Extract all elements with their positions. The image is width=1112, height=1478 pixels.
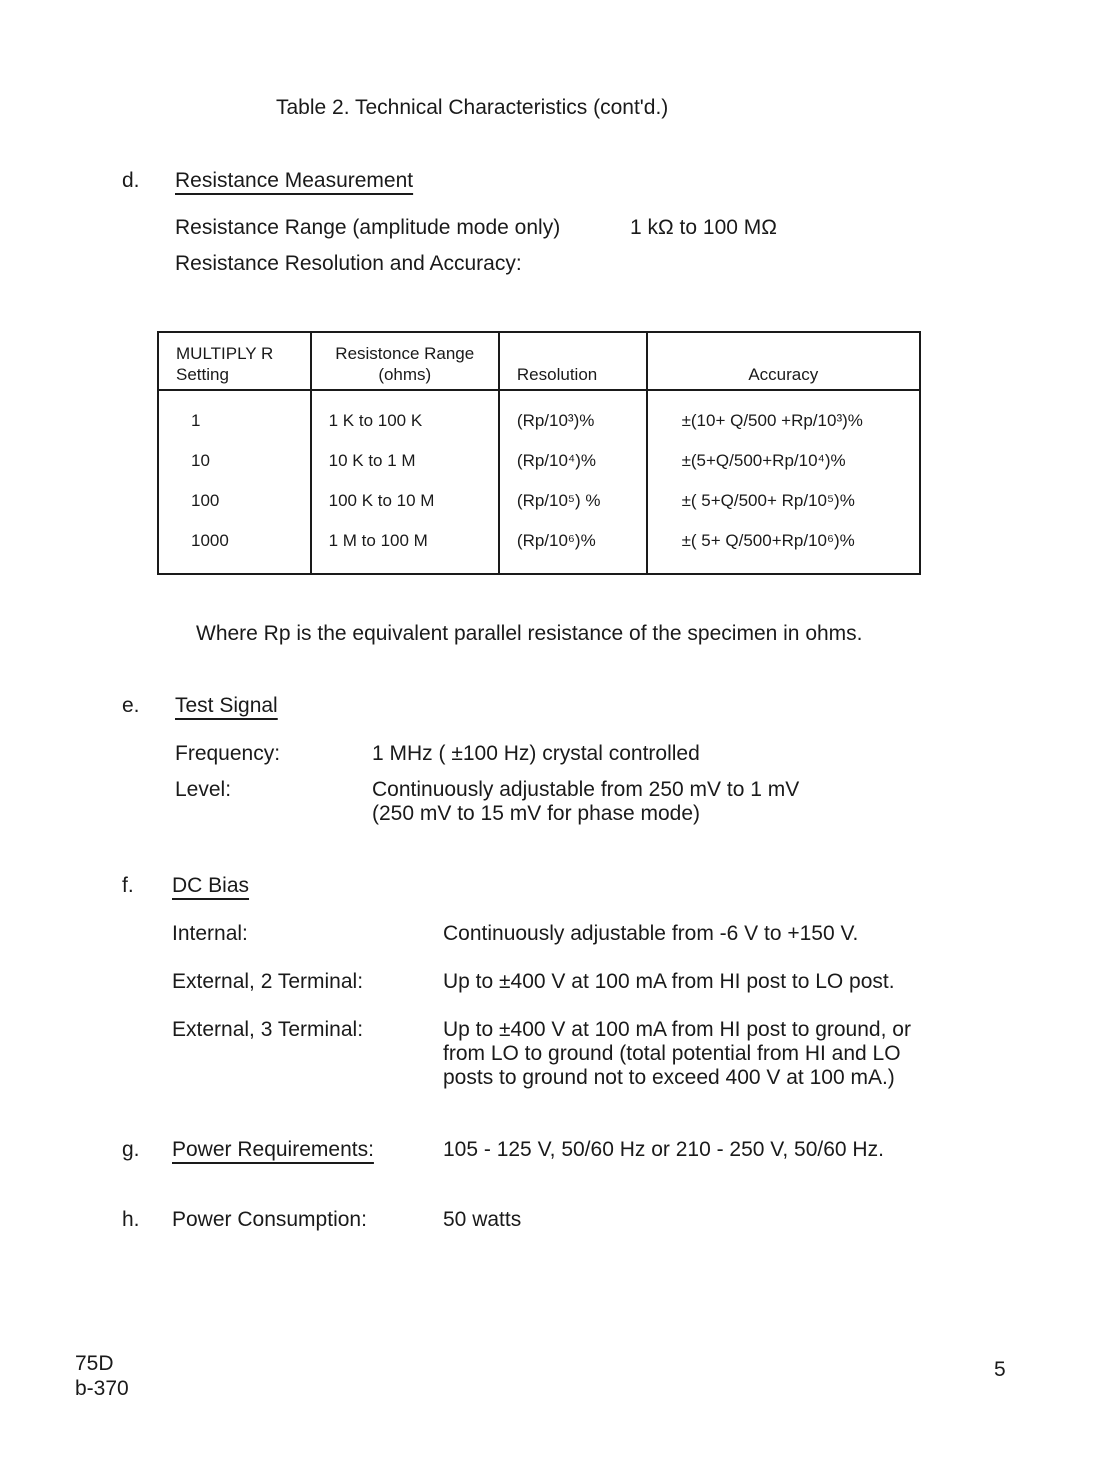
external-3-terminal-value-line-1: Up to ±400 V at 100 mA from HI post to ground, or (443, 1018, 911, 1041)
section-e-letter: e. (122, 694, 140, 717)
external-3-terminal-label: External, 3 Terminal: (172, 1018, 364, 1041)
range-cell: 100 K to 10 M (311, 481, 499, 521)
power-consumption-value: 50 watts (443, 1208, 522, 1231)
range-cell: 1 K to 100 K (311, 390, 499, 441)
accuracy-cell: ±(10+ Q/500 +Rp/10³)% (647, 390, 920, 441)
col-header-multiply: MULTIPLY R Setting (158, 332, 311, 390)
range-cell: 10 K to 1 M (311, 441, 499, 481)
section-f-letter: f. (122, 874, 134, 897)
external-2-terminal-label: External, 2 Terminal: (172, 970, 364, 993)
resolution-cell: (Rp/10⁴)% (499, 441, 647, 481)
frequency-value: 1 MHz ( ±100 Hz) crystal controlled (372, 742, 700, 765)
external-2-terminal-value: Up to ±400 V at 100 mA from HI post to LO post. (443, 970, 895, 993)
col-header-accuracy: Accuracy (647, 332, 920, 390)
table-row (158, 441, 920, 481)
doc-id-line-1: 75D (75, 1352, 114, 1375)
level-value-line-2: (250 mV to 15 mV for phase mode) (372, 802, 700, 825)
range-cell: 1 M to 100 M (311, 521, 499, 574)
resistance-table (157, 331, 921, 575)
level-label: Level: (175, 778, 232, 801)
col-header-resolution: Resolution (499, 332, 647, 390)
accuracy-cell: ±(5+Q/500+Rp/10⁴)% (647, 441, 920, 481)
power-requirements-value: 105 - 125 V, 50/60 Hz or 210 - 250 V, 50/60 Hz. (443, 1138, 884, 1161)
resolution-cell: (Rp/10⁵) % (499, 481, 647, 521)
multiply-cell: 10 (158, 441, 311, 481)
internal-value: Continuously adjustable from -6 V to +150 V. (443, 922, 859, 945)
multiply-cell: 100 (158, 481, 311, 521)
power-requirements-label: Power Requirements: (172, 1138, 374, 1161)
resistance-range-label: Resistance Range (amplitude mode only) (175, 216, 561, 239)
rp-note: Where Rp is the equivalent parallel resistance of the specimen in ohms. (196, 622, 863, 645)
resolution-cell: (Rp/10⁶)% (499, 521, 647, 574)
section-h-letter: h. (122, 1208, 140, 1231)
accuracy-cell: ±( 5+Q/500+ Rp/10⁵)% (647, 481, 920, 521)
table-row (158, 390, 920, 441)
resolution-cell: (Rp/10³)% (499, 390, 647, 441)
table-header-row (158, 332, 920, 390)
power-consumption-label: Power Consumption: (172, 1208, 367, 1231)
page-number: 5 (994, 1358, 1006, 1381)
section-e-heading: Test Signal (175, 694, 278, 717)
multiply-cell: 1000 (158, 521, 311, 574)
multiply-cell: 1 (158, 390, 311, 441)
section-d-heading: Resistance Measurement (175, 169, 414, 192)
resistance-range-value: 1 kΩ to 100 MΩ (630, 216, 777, 239)
doc-id-line-2: b-370 (75, 1377, 129, 1400)
table-row (158, 521, 920, 574)
section-f-heading: DC Bias (172, 874, 250, 897)
internal-label: Internal: (172, 922, 248, 945)
external-3-terminal-value-line-2: from LO to ground (total potential from HI and LO (443, 1042, 901, 1065)
section-d-letter: d. (122, 169, 140, 192)
page-title: Table 2. Technical Characteristics (cont'd.) (276, 96, 669, 119)
accuracy-cell: ±( 5+ Q/500+Rp/10⁶)% (647, 521, 920, 574)
resolution-accuracy-label: Resistance Resolution and Accuracy: (175, 252, 522, 275)
table-row (158, 481, 920, 521)
section-g-letter: g. (122, 1138, 140, 1161)
level-value-line-1: Continuously adjustable from 250 mV to 1 mV (372, 778, 800, 801)
col-header-range: Resistonce Range (ohms) (311, 332, 499, 390)
frequency-label: Frequency: (175, 742, 281, 765)
external-3-terminal-value-line-3: posts to ground not to exceed 400 V at 100 mA.) (443, 1066, 895, 1089)
